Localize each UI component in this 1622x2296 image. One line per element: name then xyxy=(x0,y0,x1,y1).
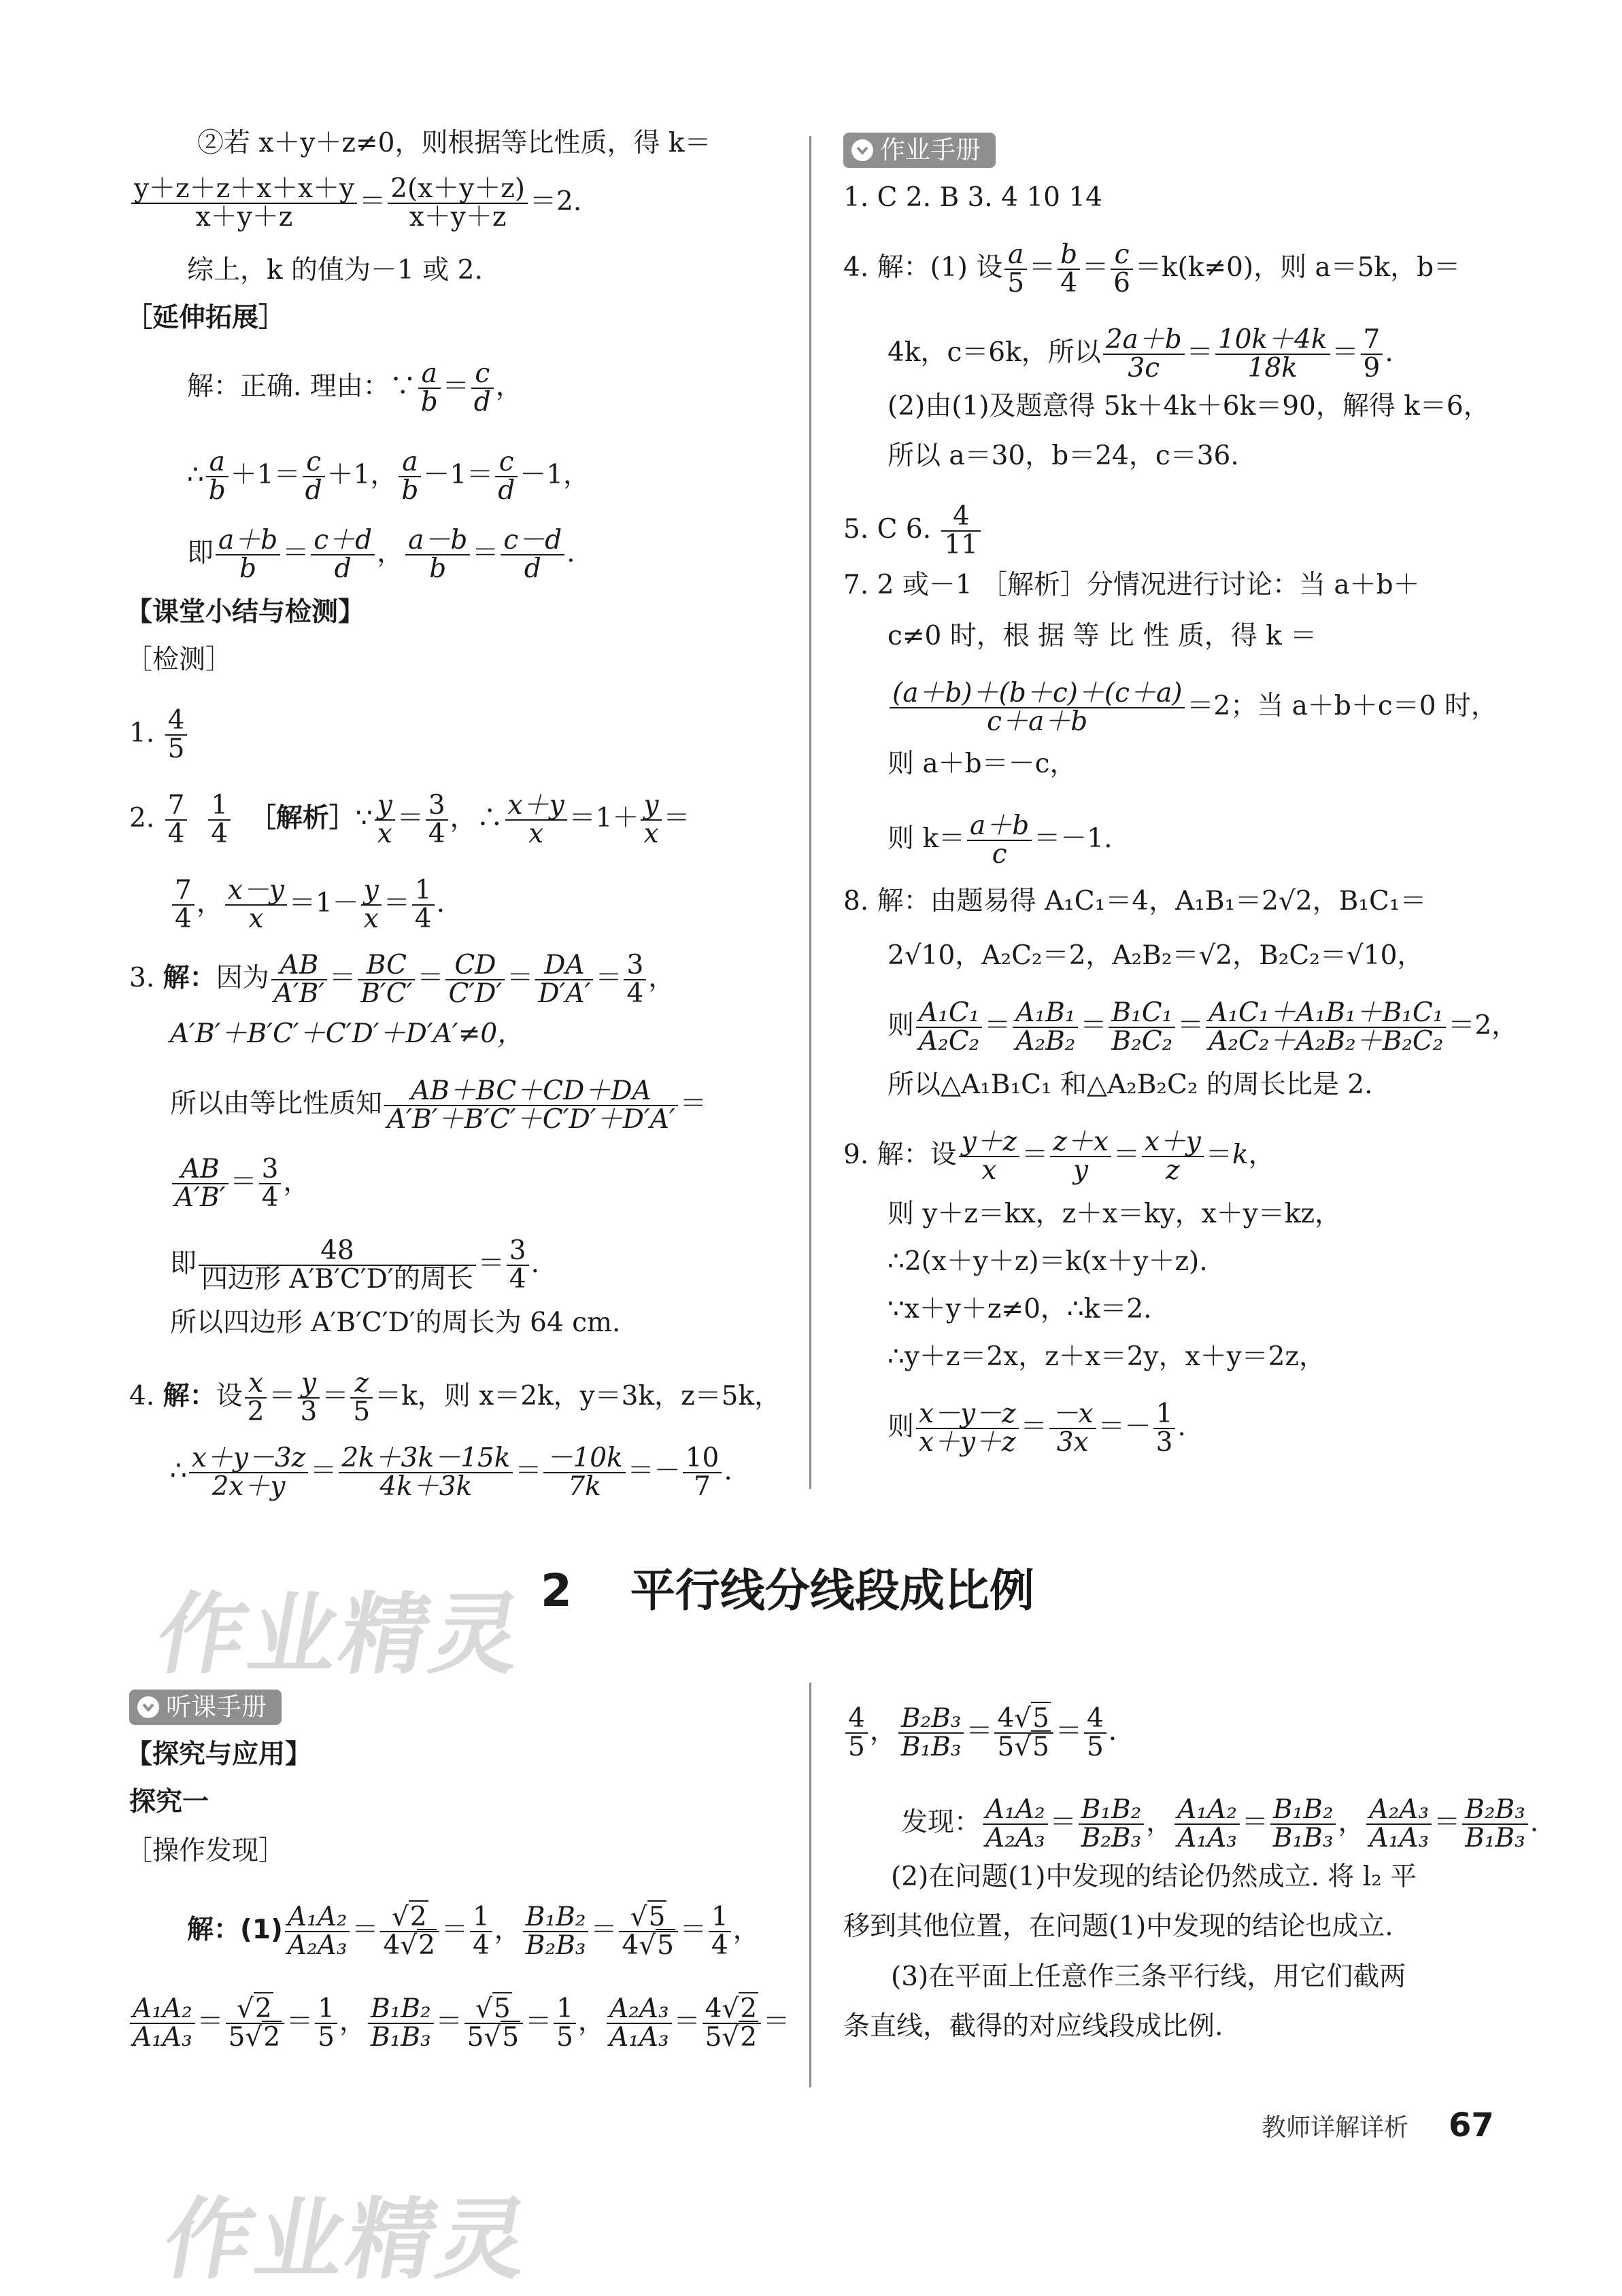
text-line: (2)在问题(1)中发现的结论仍然成立. 将 l₂ 平 xyxy=(891,1862,1417,1892)
equation-line: $\frac{7}{4}$ ， $\frac{x-y}{x}$ ＝1－ $\frac{y}{x}$ ＝ $\frac{1}{4}$ . xyxy=(170,877,445,933)
answer-item: 4. 解：(1) 设 $\frac{a}{5}$ ＝ $\frac{b}{4}$ ＝ $\frac{c}{6}$ ＝k(k≠0)，则 a＝5k，b＝ xyxy=(843,239,1461,298)
equation-line: 则 $\frac{x-y-z}{x+y+z}$ ＝ $\frac{-x}{3x}$ ＝－ $\frac{1}{3}$ . xyxy=(888,1399,1186,1458)
section-heading: ［操作发现］ xyxy=(126,1836,286,1866)
equation-line: ∴ $\frac{a}{b}$ ＋1＝ $\frac{c}{d}$ ＋1， $\frac{a}{b}$ －1＝ $\frac{c}{d}$ －1， xyxy=(187,447,590,506)
section-title xyxy=(541,1560,1034,1622)
page-number: 67 xyxy=(1449,2106,1494,2144)
answer-item: 7. 2 或－1 ［解析］分情况进行讨论：当 a＋b＋ xyxy=(843,570,1420,600)
column-divider-top xyxy=(809,136,811,1489)
section-heading: 【探究与应用】 xyxy=(126,1739,312,1770)
text-line: 则 a＋b＝－c， xyxy=(888,749,1077,779)
equation-line: $\frac{AB}{A'B'}$ ＝ $\frac{3}{4}$ ， xyxy=(170,1156,309,1212)
answer-item: 5. C 6. $\frac{4}{11}$ xyxy=(843,503,983,559)
column-divider-bottom xyxy=(809,1683,811,2087)
text-line: ∵x＋y＋z≠0，∴k＝2. xyxy=(888,1294,1152,1324)
section-heading: ［检测］ xyxy=(126,645,233,675)
answer-item: 9. 解：设 $\frac{y+z}{x}$ ＝ $\frac{z+x}{y}$ ＝ $\frac{x+y}{z}$ ＝k， xyxy=(843,1127,1275,1186)
chevron-down-icon xyxy=(851,139,873,161)
section-heading: 探究一 xyxy=(129,1787,209,1817)
section-heading: 【课堂小结与检测】 xyxy=(126,597,365,628)
text-line: 综上，k 的值为－1 或 2. xyxy=(187,255,483,286)
equation-line: 即 $\frac{48}{\text{四边形 A′B′C′D′的周长}}$ ＝ $\frac{3}{4}$ . xyxy=(170,1235,540,1295)
text-line: (3)在平面上任意作三条平行线，用它们截两 xyxy=(891,1961,1406,1992)
section-title-text: 平行线分线段成比例 xyxy=(630,1564,1034,1617)
equation-line: $\frac{y+z+z+x+x+y}{x+y+z}$ ＝ $\frac{2(x+y+z)}{x+y+z}$ ＝2. xyxy=(129,175,581,231)
watermark-bottom: 作业精灵 xyxy=(156,2188,539,2291)
text-line: ∴2(x＋y＋z)＝k(x＋y＋z). xyxy=(888,1246,1208,1277)
text-line: 所以四边形 A′B′C′D′的周长为 64 cm. xyxy=(170,1307,621,1338)
text-line: c≠0 时，根 据 等 比 性 质，得 k ＝ xyxy=(888,621,1317,651)
equation-line: 解：(1) $\frac{\text{A₁A₂}}{\text{A₂A₃}}$ ＝ $\frac{√2}{4√2}$ ＝ $\frac{1}{4}$ ， $\frac{\text{B₁B₂}}{\text{B₂B₃}}$ ＝ $\frac{√5}{4√5}$ ＝ $\frac{1}{4}$ ， xyxy=(187,1902,760,1961)
lecture-badge: 听课手册 xyxy=(129,1690,282,1725)
equation-line: 所以由等比性质知 $\frac{AB+BC+CD+DA}{A'B'+B'C'+C'D'+D'A'}$ ＝ xyxy=(170,1076,707,1135)
answer-item: 3. 解：因为 $\frac{AB}{A'B'}$ ＝ $\frac{BC}{B'C'}$ ＝ $\frac{CD}{C'D'}$ ＝ $\frac{DA}{D'A'}$ ＝ $\frac{3}{4}$ ， xyxy=(129,950,675,1009)
watermark-top: 作业精灵 xyxy=(149,1583,533,1686)
equation-line: 发现： $\frac{\text{A₁A₂}}{\text{A₂A₃}}$ ＝ $\frac{\text{B₁B₂}}{\text{B₂B₃}}$ ， $\frac{\text{A₁A₂}}{\text{A₁A₃}}$ ＝ $\frac{\text{B₁B₂}}{\text{B₁B₃}}$ ， $\frac{\text{A₂A₃}}{\text{A₁A₃}}$ ＝ $\frac{\text{B₂B₃}}{\text{B₁B₃}}$ . xyxy=(901,1794,1539,1853)
fraction: $\frac{2(x+y+z)}{x+y+z}$ xyxy=(388,175,528,231)
text-line: 则 y＋z＝kx，z＋x＝ky，x＋y＝kz， xyxy=(888,1199,1342,1229)
answer-item: 1. $\frac{4}{5}$ xyxy=(129,707,189,763)
text-line: 2√10，A₂C₂＝2，A₂B₂＝√2，B₂C₂＝√10， xyxy=(888,940,1424,971)
equation-line: 即 $\frac{a+b}{b}$ ＝ $\frac{c+d}{d}$ ， $\frac{a-b}{b}$ ＝ $\frac{c-d}{d}$ . xyxy=(187,525,575,584)
equation-line: 则 k＝ $\frac{a+b}{c}$ ＝－1. xyxy=(888,810,1113,870)
equation-line: $\frac{\text{A₁A₂}}{\text{A₁A₃}}$ ＝ $\frac{√2}{5√2}$ ＝ $\frac{1}{5}$ ， $\frac{\text{B₁B₂}}{\text{B₁B₃}}$ ＝ $\frac{√5}{5√5}$ ＝ $\frac{1}{5}$ ， $\frac{\text{A₂A₃}}{\text{A₁A₃}}$ ＝ $\frac{4√2}{5√2}$ ＝ xyxy=(128,1995,790,2051)
answer-item: 2. $\frac{7}{4}$ $\frac{1}{4}$ ［解析］∵ $\frac{y}{x}$ ＝ $\frac{3}{4}$ ，∴ $\frac{x+y}{x}$ ＝1＋ $\frac{y}{x}$ ＝ xyxy=(129,790,690,849)
equation-line: 4k，c＝6k，所以 $\frac{2a+b}{3c}$ ＝ $\frac{10k+4k}{18k}$ ＝ $\frac{7}{9}$ . xyxy=(888,324,1393,383)
text-line: (2)由(1)及题意得 5k＋4k＋6k＝90，解得 k＝6， xyxy=(888,391,1490,422)
text-line: ②若 x＋y＋z≠0，则根据等比性质，得 k＝ xyxy=(197,128,711,158)
text-line: ∴y＋z＝2x，z＋x＝2y，x＋y＝2z， xyxy=(888,1341,1325,1372)
section-number: 2 xyxy=(541,1564,572,1617)
answer-item: 4. 解：设 $\frac{x}{2}$ ＝ $\frac{y}{3}$ ＝ $\frac{z}{5}$ ＝k，则 x＝2k，y＝3k，z＝5k， xyxy=(129,1368,781,1427)
workbook-badge: 作业手册 xyxy=(843,133,996,168)
text-line: 所以△A₁B₁C₁ 和△A₂B₂C₂ 的周长比是 2. xyxy=(888,1069,1373,1100)
answer-item: 1. C 2. B 3. 4 10 14 xyxy=(843,182,1102,213)
fraction: $\frac{y+z+z+x+x+y}{x+y+z}$ xyxy=(131,175,357,231)
equation-line: ∴ $\frac{x+y-3z}{2x+y}$ ＝ $\frac{2k+3k-15k}{4k+3k}$ ＝ $\frac{-10k}{7k}$ ＝－ $\frac{10}{7}$ . xyxy=(170,1443,732,1502)
footer-text: 教师详解详析 xyxy=(1262,2114,1409,2142)
answer-item: 8. 解：由题易得 A₁C₁＝4，A₁B₁＝2√2，B₁C₁＝ xyxy=(843,886,1427,916)
text-line: A′B′＋B′C′＋C′D′＋D′A′≠0， xyxy=(170,1018,524,1049)
equation-line: 解：正确. 理由：∵ $\frac{a}{b}$ ＝ $\frac{c}{d}$ ， xyxy=(187,358,522,417)
equation-line: $\frac{(a+b)+(b+c)+(c+a)}{c+a+b}$ ＝2；当 a＋b＋c＝0 时， xyxy=(888,680,1498,736)
text-line: 所以 a＝30，b＝24，c＝36. xyxy=(888,441,1239,471)
equation-line: 则 $\frac{\text{A₁C₁}}{\text{A₂C₂}}$ ＝ $\frac{\text{A₁B₁}}{\text{A₂B₂}}$ ＝ $\frac{\text{B₁C₁}}{\text{B₂C₂}}$ ＝ $\frac{\text{A₁C₁＋A₁B₁＋B₁C₁}}{\text{A₂C₂＋A₂B₂＋B₂C₂}}$ ＝2， xyxy=(888,997,1519,1057)
text-line: 条直线，截得的对应线段成比例. xyxy=(843,2011,1223,2042)
equation-line: $\frac{4}{5}$ ， $\frac{\text{B₂B₃}}{\text{B₁B₃}}$ ＝ $\frac{4√5}{5√5}$ ＝ $\frac{4}{5}$ . xyxy=(843,1705,1117,1761)
text-line: 移到其他位置，在问题(1)中发现的结论也成立. xyxy=(843,1911,1393,1942)
section-heading: ［延伸拓展］ xyxy=(126,303,286,333)
chevron-down-icon xyxy=(137,1696,159,1718)
